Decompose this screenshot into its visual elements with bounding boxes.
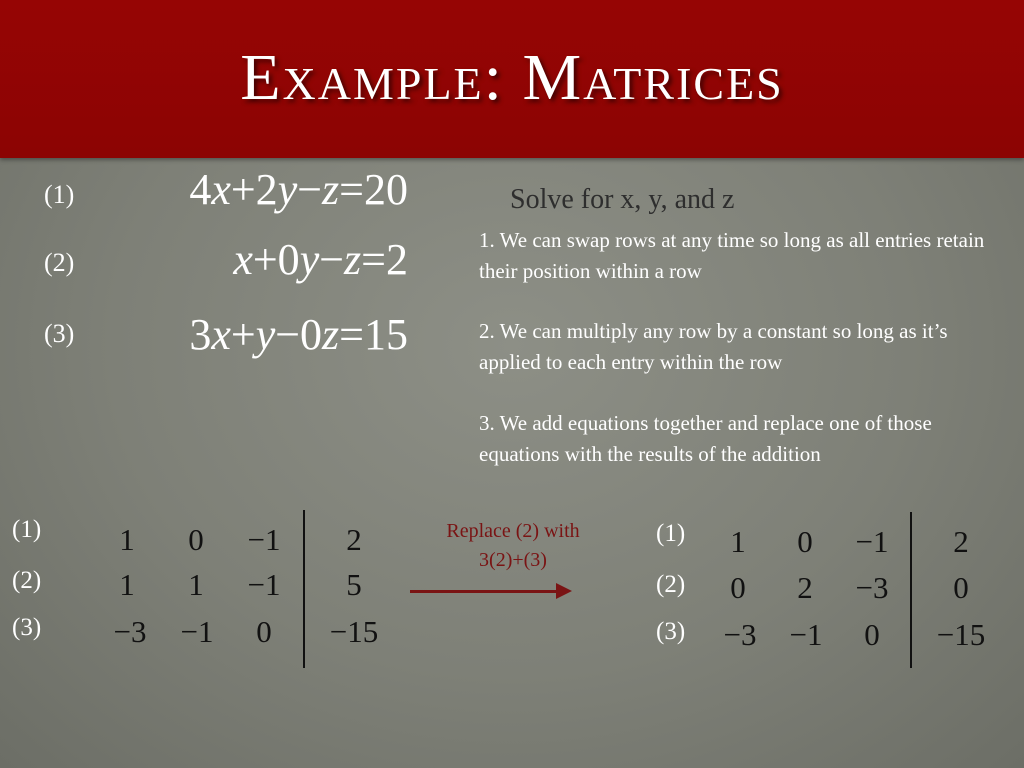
matrix-cell: 1 bbox=[119, 522, 135, 557]
matrix-cell: 0 bbox=[864, 617, 880, 652]
matrix-cell: −1 bbox=[247, 522, 281, 557]
arrow-shaft bbox=[410, 590, 558, 593]
matrix-cell: 0 bbox=[188, 522, 204, 557]
equation-term: 4 bbox=[189, 165, 212, 214]
matrix-cell: −1 bbox=[855, 524, 889, 559]
equation-term: +0 bbox=[252, 235, 300, 284]
equation-variable: z bbox=[344, 235, 362, 284]
matrix-cell: 2 bbox=[346, 522, 362, 557]
matrix-cell: 0 bbox=[797, 524, 813, 559]
operation-line-2: 3(2)+(3) bbox=[479, 549, 547, 571]
augment-divider bbox=[303, 510, 305, 668]
equation-term: =20 bbox=[339, 165, 408, 214]
rule-2: 2. We can multiply any row by a constant so long as it’s applied to each entry within the row bbox=[479, 319, 948, 374]
equation-variable: z bbox=[322, 165, 340, 214]
matrix-cell: −3 bbox=[723, 617, 757, 652]
rule-1: 1. We can swap rows at any time so long as all entries retain their position within a row bbox=[479, 228, 985, 283]
title-bar bbox=[0, 0, 1024, 158]
equation-variable: x bbox=[211, 310, 231, 359]
matrix-cell: −3 bbox=[855, 570, 889, 605]
equation-variable: x bbox=[211, 165, 231, 214]
matrix-cell: 0 bbox=[953, 570, 969, 605]
matrix-cell: −15 bbox=[936, 617, 986, 652]
matrix-cell: −15 bbox=[329, 614, 379, 649]
matrix-left-row-label-3: (3) bbox=[12, 614, 42, 641]
matrix-left-row-label-1: (1) bbox=[12, 516, 42, 543]
matrix-right-row-label-2: (2) bbox=[656, 571, 686, 598]
matrix-left-row-label-2: (2) bbox=[12, 567, 42, 594]
equation-variable: x bbox=[233, 235, 253, 284]
matrix-cell: 0 bbox=[256, 614, 272, 649]
matrix-right-row-label-1: (1) bbox=[656, 520, 686, 547]
equation-1 bbox=[189, 164, 408, 215]
equation-term: +2 bbox=[230, 165, 278, 214]
equation-term: + bbox=[230, 310, 256, 359]
matrix-cell: 2 bbox=[797, 570, 813, 605]
augment-divider bbox=[910, 512, 912, 668]
equation-variable: z bbox=[322, 310, 340, 359]
equation-term: 3 bbox=[189, 310, 212, 359]
matrix-cell: −1 bbox=[180, 614, 214, 649]
matrix-cell: 5 bbox=[346, 567, 362, 602]
matrix-right-row-label-3: (3) bbox=[656, 618, 686, 645]
equation-number-3: (3) bbox=[44, 319, 75, 348]
matrix-cell: 2 bbox=[953, 524, 969, 559]
equation-variable: y bbox=[277, 165, 298, 214]
solve-heading: Solve for x, y, and z bbox=[510, 184, 735, 215]
equation-term: − bbox=[319, 235, 345, 284]
matrix-cell: 0 bbox=[730, 570, 746, 605]
equation-term: − bbox=[297, 165, 323, 214]
arrow-right-icon bbox=[556, 583, 572, 599]
matrix-cell: −1 bbox=[789, 617, 823, 652]
matrix-cell: −3 bbox=[113, 614, 147, 649]
matrix-cell: −1 bbox=[247, 567, 281, 602]
operation-line-1: Replace (2) with bbox=[446, 520, 580, 542]
matrix-cell: 1 bbox=[119, 567, 135, 602]
equation-3 bbox=[189, 309, 408, 360]
slide-title: Example: Matrices bbox=[240, 41, 784, 114]
equation-term: −0 bbox=[275, 310, 323, 359]
equation-term: =15 bbox=[339, 310, 408, 359]
equation-variable: y bbox=[299, 235, 320, 284]
equation-term: =2 bbox=[361, 235, 408, 284]
matrix-cell: 1 bbox=[188, 567, 204, 602]
equation-variable: y bbox=[255, 310, 276, 359]
equation-2 bbox=[233, 234, 408, 285]
rule-3: 3. We add equations together and replace one of those equations with the results of the addition bbox=[479, 411, 932, 466]
equation-number-2: (2) bbox=[44, 248, 75, 277]
equation-number-1: (1) bbox=[44, 180, 75, 209]
matrix-cell: 1 bbox=[730, 524, 746, 559]
